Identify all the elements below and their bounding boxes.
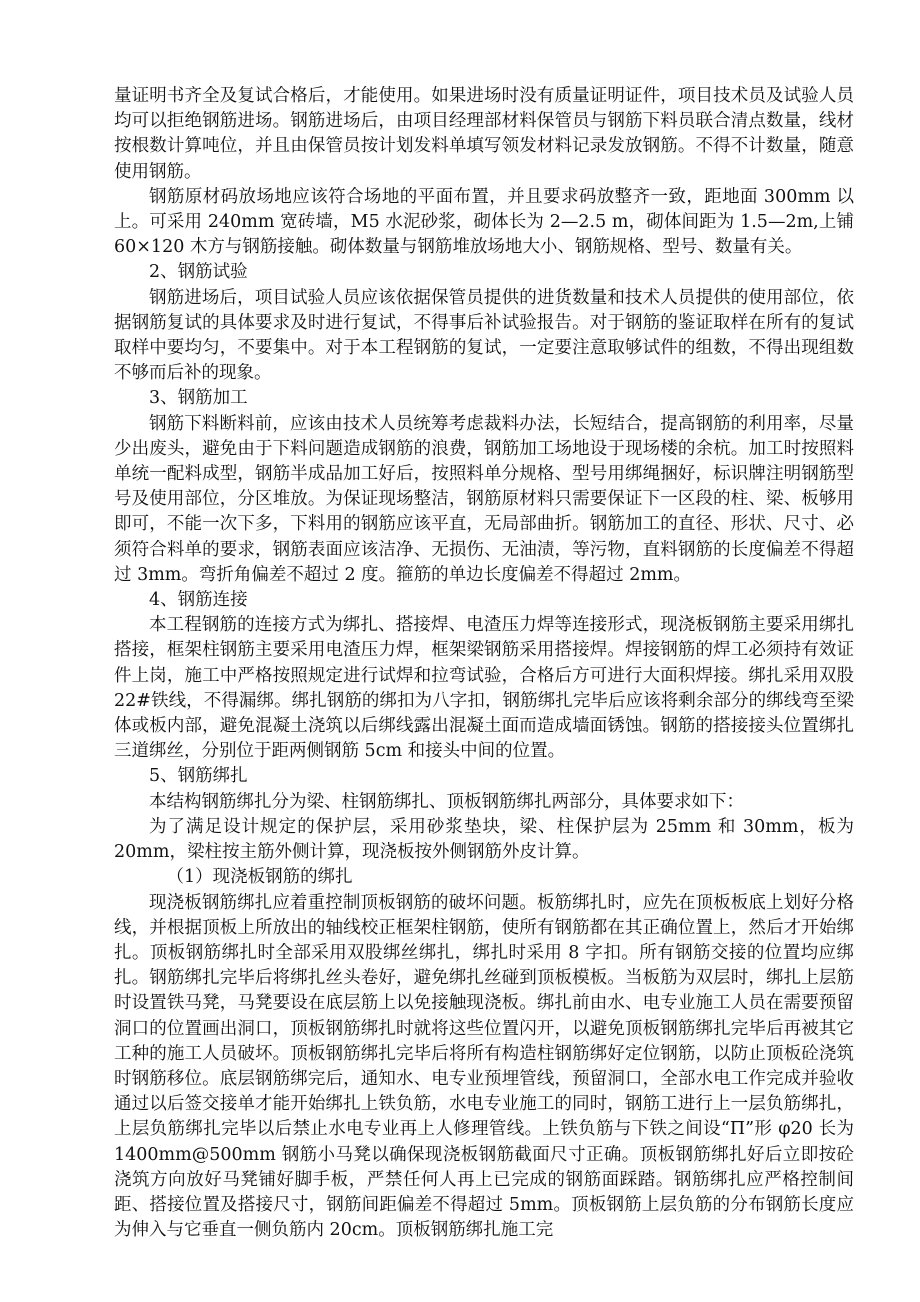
heading-rebar-binding: 5、钢筋绑扎 [149,766,248,787]
heading-rebar-processing: 3、钢筋加工 [149,388,248,409]
heading-rebar-connection: 4、钢筋连接 [149,590,248,611]
paragraph-slab-binding: 现浇板钢筋绑扎应着重控制顶板钢筋的破坏问题。板筋绑扎时，应先在顶板板底上划好分格线，并根据顶板上所放出的轴线校正框架柱钢筋，使所有钢筋都在其正确位置上，然后才开始绑扎。顶板钢筋绑扎时全部采用双股绑丝绑扎，绑扎时采用 8 字扣。所有钢筋交接的位置均应绑扎。钢筋绑扎完毕后将绑扎丝头卷好，避免绑扎丝碰到顶板模板。当板筋为双层时，绑扎上层筋时设置铁马凳，马凳要设在底层筋上以免接触现浇板。绑扎前由水、电专业施工人员在需要预留洞口的位置画出洞口，顶板钢筋绑扎时就将这些位置闪开，以避免顶板钢筋绑扎完毕后再被其它工种的施工人员破坏。顶板钢筋绑扎完毕后将所有构造柱钢筋绑好定位钢筋，以防止顶板砼浇筑时钢筋移位。底层钢筋绑完后，通知水、电专业预埋管线，预留洞口，全部水电工作完成并验收通过以后签交接单才能开始绑扎上铁负筋，水电专业施工的同时，钢筋工进行上一层负筋绑扎，上层负筋绑扎完毕以后禁止水电专业再上人修理管线。上铁负筋与下铁之间设“Π”形 φ20 长为 1400mm@500mm 钢筋小马凳以确保现浇板钢筋截面尺寸正确。顶板钢筋绑扎好后立即按砼浇筑方向放好马凳铺好脚手板，严禁任何人再上已完成的钢筋面踩踏。钢筋绑扎应严格控制间距、搭接位置及搭接尺寸，钢筋间距偏差不得超过 5mm。顶板钢筋上层负筋的分布钢筋长度应为伸入与它垂直一侧负筋内 20cm。顶板钢筋绑扎施工完 [114,892,854,1241]
heading-rebar-testing: 2、钢筋试验 [149,262,248,283]
subheading-slab-binding: （1）现浇板钢筋的绑扎 [166,867,353,888]
paragraph-material-acceptance: 量证明书齐全及复试合格后，才能使用。如果进场时没有质量证明证件，项目技术员及试验人员均可以拒绝钢筋进场。钢筋进场后，由项目经理部材料保管员与钢筋下料员联合清点数量，线材按根数计算吨位，并且由保管员按计划发料单填写领发材料记录发放钢筋。不得不计数量，随意使用钢筋。 [114,86,854,182]
paragraph-rebar-processing: 钢筋下料断料前，应该由技术人员统筹考虑裁料办法，长短结合，提高钢筋的利用率，尽量少出废头，避免由于下料问题造成钢筋的浪费，钢筋加工场地设于现场楼的余杭。加工时按照料单统一配料成型，钢筋半成品加工好后，按照料单分规格、型号用绑绳捆好，标识牌注明钢筋型号及使用部位，分区堆放。为保证现场整洁，钢筋原材料只需要保证下一区段的柱、梁、板够用即可，不能一次下多，下料用的钢筋应该平直，无局部曲折。钢筋加工的直径、形状、尺寸、必须符合料单的要求，钢筋表面应该洁净、无损伤、无油渍，等污物，直料钢筋的长度偏差不得超过 3mm。弯折角偏差不超过 2 度。箍筋的单边长度偏差不得超过 2mm。 [114,413,854,585]
document-page [114,84,854,1243]
paragraph-protective-layer: 为了满足设计规定的保护层，采用砂浆垫块，梁、柱保护层为 25mm 和 30mm，板为 20mm，梁柱按主筋外侧计算，现浇板按外侧钢筋外皮计算。 [114,816,854,863]
paragraph-rebar-testing: 钢筋进场后，项目试验人员应该依据保管员提供的进货数量和技术人员提供的使用部位，依据钢筋复试的具体要求及时进行复试，不得事后补试验报告。对于钢筋的鉴证取样在所有的复试取样中要均匀，不要集中。对于本工程钢筋的复试，一定要注意取够试件的组数，不得出现组数不够而后补的现象。 [114,287,854,384]
paragraph-binding-intro: 本结构钢筋绑扎分为梁、柱钢筋绑扎、顶板钢筋绑扎两部分，具体要求如下： [149,791,744,812]
paragraph-material-storage: 钢筋原材码放场地应该符合场地的平面布置，并且要求码放整齐一致，距地面 300mm 以上。可采用 240mm 宽砖墙，M5 水泥砂浆，砌体长为 2—2.5 m，砌体间距为 1.5—2m,上铺 60×120 木方与钢筋接触。砌体数量与钢筋堆放场地大小、钢筋规格、型号、数量有关。 [114,186,854,258]
paragraph-rebar-connection: 本工程钢筋的连接方式为绑扎、搭接焊、电渣压力焊等连接形式，现浇板钢筋主要采用绑扎搭接，框架柱钢筋主要采用电渣压力焊，框架梁钢筋采用搭接焊。焊接钢筋的焊工必须持有效证件上岗，施工中严格按照规定进行试焊和拉弯试验，合格后方可进行大面积焊接。绑扎采用双股 22#铁线，不得漏绑。绑扎钢筋的绑扣为八字扣，钢筋绑扎完毕后应该将剩余部分的绑线弯至梁体或板内部，避免混凝土浇筑以后绑线露出混凝土面而造成墙面锈蚀。钢筋的搭接接头位置绑扎三道绑丝，分别位于距两侧钢筋 5cm 和接头中间的位置。 [114,615,854,762]
